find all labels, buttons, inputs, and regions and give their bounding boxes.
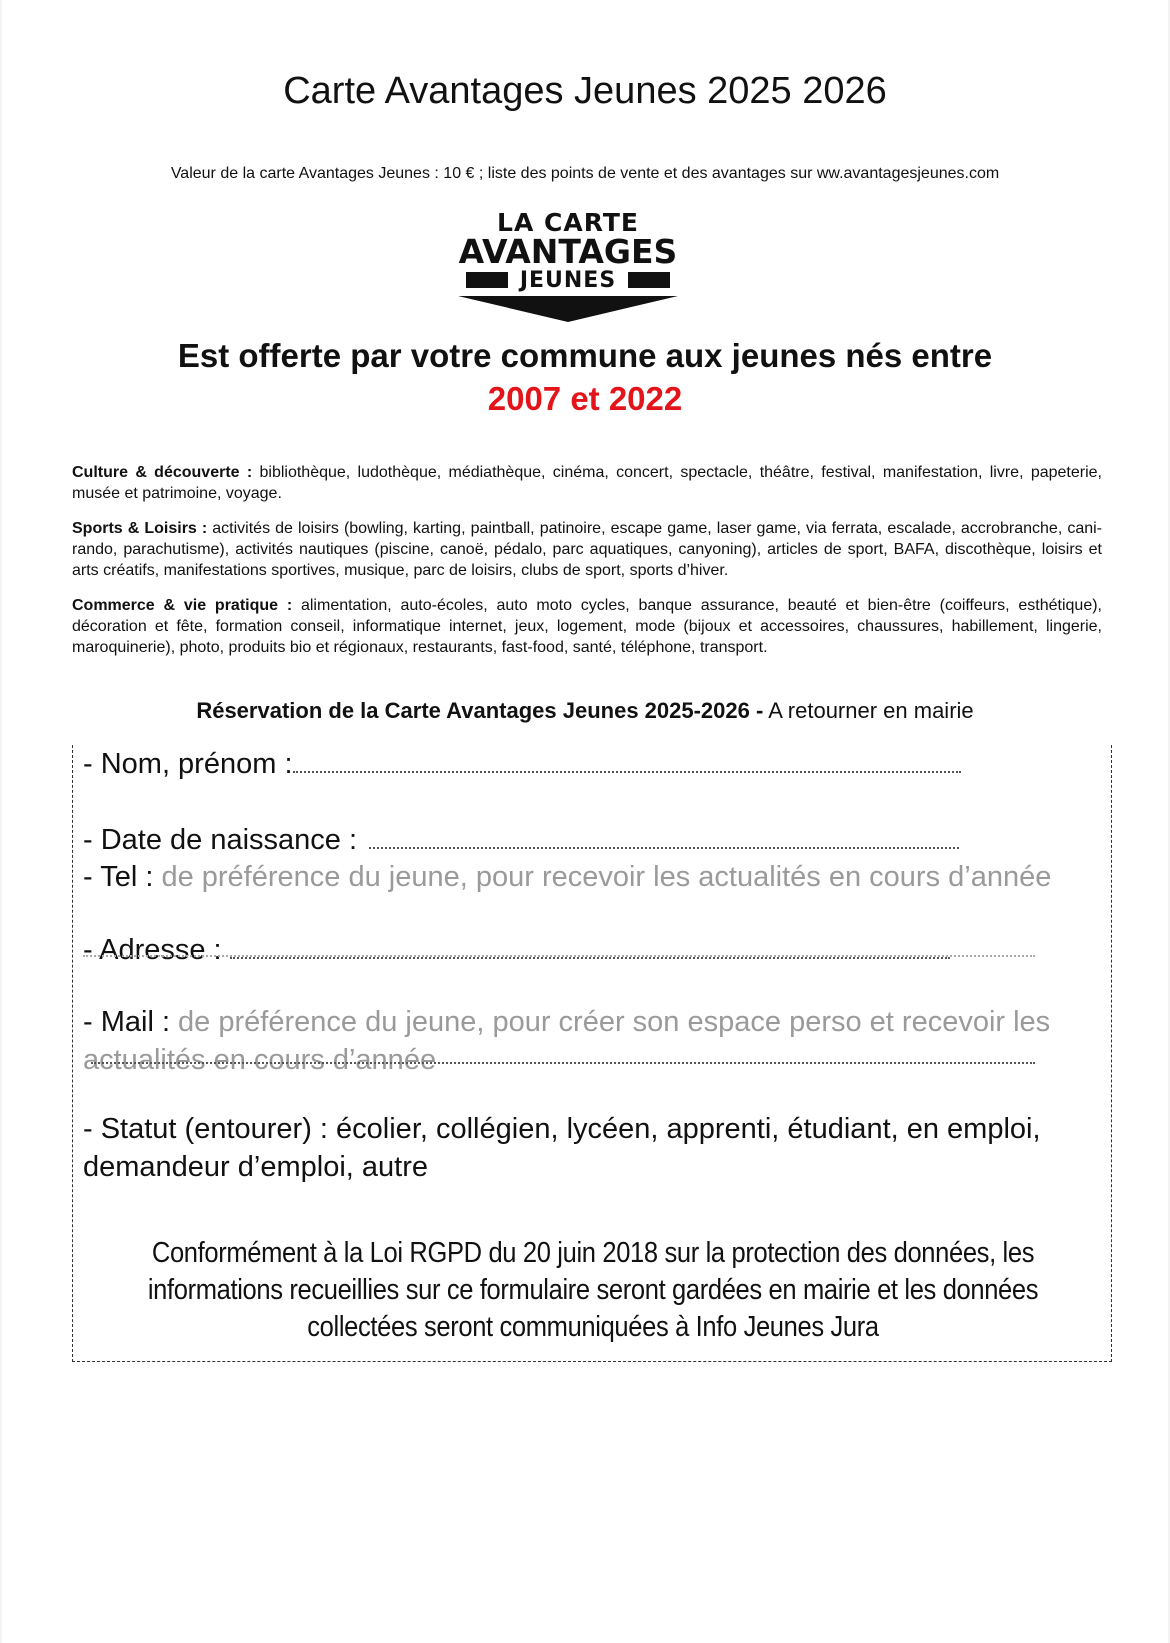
categories-section [72,462,1102,672]
category-text: bibliothèque, ludothèque, médiathèque, cinéma, concert, spectacle, théâtre, festival, manifestation, livre, papeterie, musée et patrimoine, voyage. [72,464,1102,502]
address-field[interactable] [83,931,950,969]
reservation-heading [2,698,1168,724]
logo-line-1: LA CARTE [497,208,639,237]
offer-line: Est offerte par votre commune aux jeunes nés entre [177,337,993,374]
category-culture [72,462,1102,504]
logo-arrow-icon [458,296,678,326]
reservation-instruction: A retourner en mairie [763,698,974,723]
category-label: Culture & découverte : [72,464,253,481]
address-label: - Adresse : [83,934,222,966]
name-field[interactable] [83,745,961,783]
name-fill-line[interactable] [293,751,961,773]
address-extra-line[interactable] [83,955,1035,957]
card-value-line: Valeur de la carte Avantages Jeunes : 10 € ; liste des points de vente et des avantages sur ww.avantagesjeunes.com [170,165,1000,182]
category-label: Sports & Loisirs : [72,520,208,537]
tel-field[interactable] [83,858,1093,896]
logo-line-3: JEUNES [519,268,617,293]
category-text: activités de loisirs (bowling, karting, paintball, patinoire, escape game, laser game, via ferrata, escalade, accrobranche, cani-rando, parachutisme), activités nautiques (piscine, canoë, pédalo, parc aquatiques, canyoning), articles de sport, BAFA, discothèque, loisirs et arts créatifs, manifestations sportives, musique, parc de loisirs, clubs de sport, sports d’hiver. [72,520,1103,579]
tel-label: - Tel : [83,861,154,893]
document-title: Carte Avantages Jeunes 2025 2026 [283,70,887,112]
status-label: - Statut (entourer) : écolier, collégien, lycéen, apprenti, étudiant, en emploi, demandeur d’emploi, autre [83,1113,1041,1183]
status-field[interactable] [83,1110,1093,1186]
mail-fill-line[interactable] [91,1062,1035,1064]
carte-avantages-jeunes-logo [458,206,678,326]
rgpd-notice: Conformément à la Loi RGPD du 20 juin 2018 sur la protection des données, les informations recueillies sur ce formulaire seront gardées en mairie et les données collectées seront communiquées à Info Jeunes Jura [147,1237,1039,1343]
birthdate-label: - Date de naissance : [83,824,358,856]
logo-line-2: AVANTAGES [458,232,678,271]
mail-field[interactable] [83,1003,1093,1079]
document-page [2,0,1168,1643]
tel-hint: de préférence du jeune, pour recevoir les actualités en cours d’année [153,861,1052,893]
mail-label: - Mail : [83,1006,170,1038]
reservation-form [72,745,1112,1362]
birthdate-field[interactable] [83,821,959,859]
reservation-title: Réservation de la Carte Avantages Jeunes 2025-2026 - [196,698,764,723]
offer-years: 2007 et 2022 [487,380,683,417]
offer-heading [2,334,1168,420]
birthdate-fill-line[interactable] [369,827,959,849]
category-sports [72,518,1102,581]
name-label: - Nom, prénom : [83,748,293,780]
category-label: Commerce & vie pratique : [72,597,293,614]
category-text: alimentation, auto-écoles, auto moto cycles, banque assurance, beauté et bien-être (coiffeurs, esthétique), décoration et fête, formation conseil, informatique internet, jeux, logement, mode (bijoux et accessoires, chaussures, habillement, lingerie, maroquinerie), photo, produits bio et régionaux, restaurants, fast-food, santé, téléphone, transport. [72,597,1102,656]
mail-hint: de préférence du jeune, pour créer son espace perso et recevoir les actualités en cours d’année [83,1006,1051,1076]
category-commerce [72,595,1102,658]
